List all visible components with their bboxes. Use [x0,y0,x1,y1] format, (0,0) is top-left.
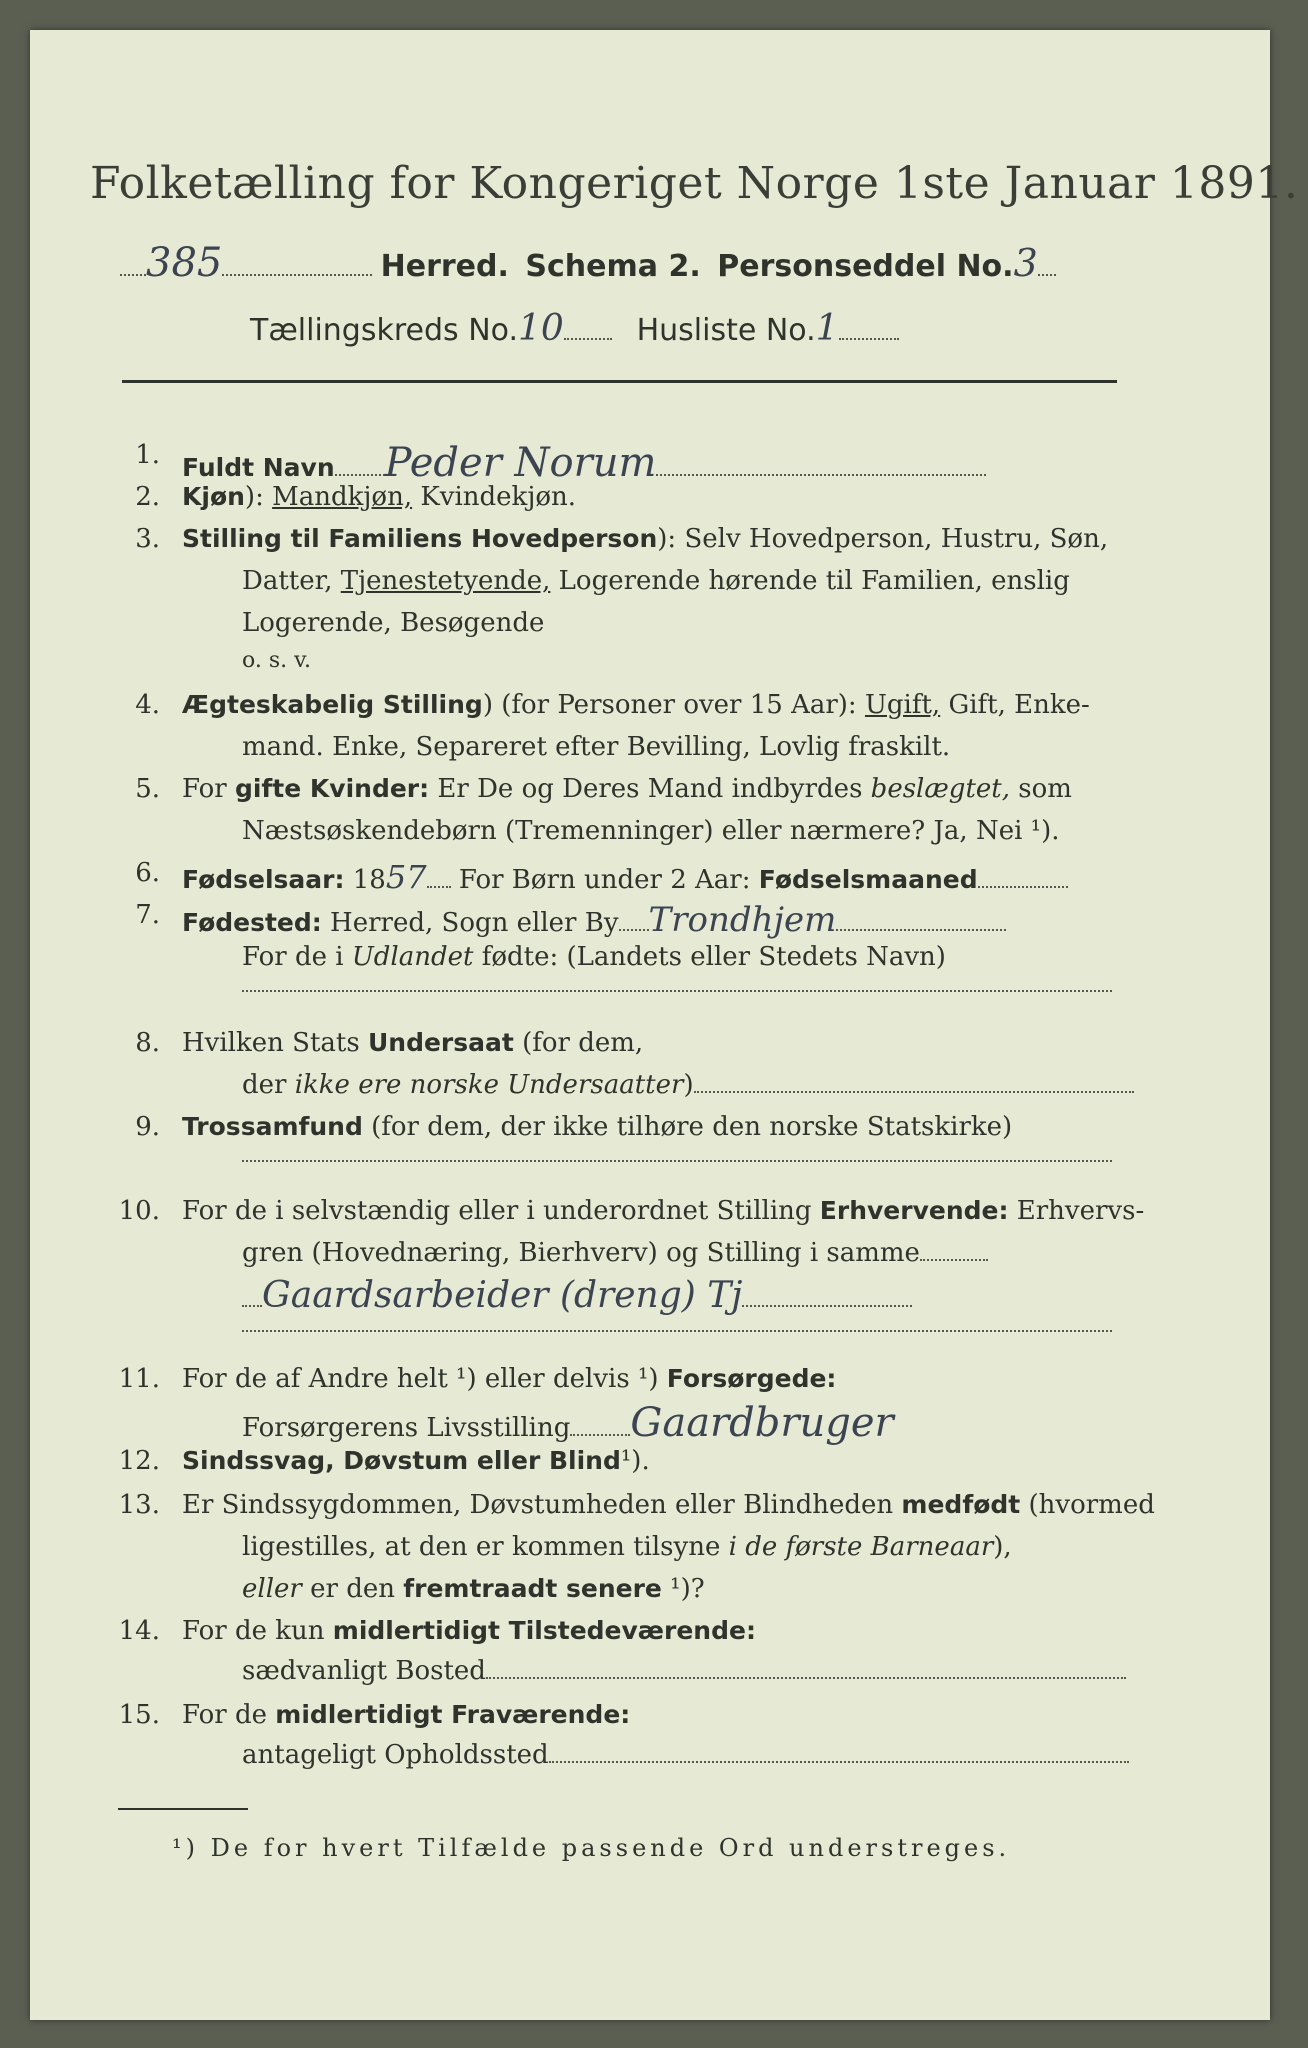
text: For de [182,1700,276,1730]
item-supported-line2 [242,1400,894,1446]
label-marital: Ægteskabelig Stilling [182,690,483,719]
marital-unmarried-underlined: Ugift, [864,690,941,720]
text: ): Selv Hovedperson, Hustru, Søn, [657,524,1109,554]
text: ¹)? [661,1574,705,1604]
text: sædvanligt Bosted [242,1656,486,1686]
text: Herred, Sogn eller By [321,908,619,938]
item-number: 3. [135,524,160,554]
item-full-name [182,440,986,486]
item-number: 14. [118,1616,160,1646]
item-probable-residence [242,1740,1129,1770]
text: ligestilles, at den er kommen tilsyne [242,1532,729,1562]
text: Er De og Deres Mand indbyrdes [429,774,871,804]
item-number: 8. [135,1028,160,1058]
sex-male-underlined: Mandkjøn, [272,482,413,512]
footnote: ¹) De for hvert Tilfælde passende Ord understreges. [172,1834,1011,1862]
herred-label: Herred. [380,249,509,284]
name-value: Peder Norum [384,440,657,486]
item-number: 6. [135,858,160,888]
text: i de første Barneaar [728,1532,994,1562]
text: Logerende hørende til Familien, enslig [550,566,1070,596]
text: (for dem, der ikke tilhøre den norske Statskirke) [362,1112,1013,1142]
item-birthplace [182,900,1006,940]
header-line-3 [250,308,899,349]
text: Forsørgerens Livsstilling [242,1413,571,1443]
text: Gift, Enke- [940,690,1090,720]
personseddel-label: Personseddel No. [717,249,1014,284]
item-birthplace-line2 [242,942,946,972]
item-position-line4: o. s. v. [242,648,311,673]
item-position-line3: Logerende, Besøgende [242,608,545,638]
item-number: 4. [135,690,160,720]
label-birth-year: Fødselsaar: [182,865,345,894]
item-number: 11. [118,1364,160,1394]
label-religion: Trossamfund [182,1112,363,1141]
husliste-number: 1 [815,308,839,349]
item-occupation [182,1196,1144,1226]
item-number: 7. [135,900,160,930]
label-supported: Forsørgede: [666,1364,837,1393]
occupation-value: Gaardsarbeider (dreng) Tj [262,1275,743,1316]
herred-number: 385 [146,240,223,286]
item-marital-line2: mand. Enke, Separeret efter Bevilling, Lovlig fraskilt. [242,732,951,762]
label-position: Stilling til Familiens Hovedperson [182,524,658,553]
text: antageligt Opholdssted [242,1740,549,1770]
text: Datter, [242,566,341,596]
text: ), [993,1532,1012,1562]
item-citizenship [182,1028,643,1058]
item-number: 5. [135,774,160,804]
item-number: 15. [118,1700,160,1730]
item-number: 1. [135,440,160,470]
kreds-label: Tællingskreds No. [250,313,518,348]
text: Hvilken Stats [182,1028,368,1058]
item-usual-residence [242,1656,1126,1686]
kreds-number: 10 [518,308,564,349]
item-supported [182,1364,836,1394]
text: er den [301,1574,404,1604]
label-sex: Kjøn [182,482,245,511]
item-disability [182,1446,650,1476]
label-married-women: gifte Kvinder: [234,774,430,803]
item-religion [182,1112,1012,1142]
text: (hvormed [1020,1490,1155,1520]
item-number: 13. [118,1490,160,1520]
text: gren (Hovednæring, Bierhverv) og Stilling i samme [242,1238,920,1268]
text: For de i selvstændig eller i underordnet Stilling [182,1196,820,1226]
text: Kvindekjøn. [412,482,577,512]
item-married-women [182,774,1072,804]
position-servant-underlined: Tjenestetyende, [340,566,551,596]
item-number: 9. [135,1112,160,1142]
text: For de af Andre helt ¹) eller delvis ¹) [182,1364,667,1394]
item-number: 12. [118,1446,160,1476]
text: Erhvervs- [1008,1196,1145,1226]
text: beslægtet, [870,774,1010,804]
item-married-women-line2: Næstsøskendebørn (Tremenninger) eller nærmere? Ja, Nei ¹). [242,816,1060,846]
item-position [182,524,1108,554]
form-title: Folketælling for Kongeriget Norge 1ste Januar 1891. [90,158,1299,209]
label-occupation: Erhvervende: [819,1196,1009,1225]
text: (for dem, [513,1028,644,1058]
item-number: 2. [135,482,160,512]
label-disability: Sindssvag, Døvstum eller Blind [182,1446,621,1475]
item-marital [182,690,1090,720]
item-citizenship-line2 [242,1070,1134,1100]
item-number: 10. [118,1196,160,1226]
item-temporarily-absent [182,1700,630,1730]
header-rule [122,380,1117,383]
text: fødte: (Landets eller Stedets Navn) [473,942,946,972]
label-congenital: medfødt [901,1490,1021,1519]
text: eller [242,1574,302,1604]
text: Er Sindssygdommen, Døvstumheden eller Blindheden [182,1490,902,1520]
birth-year-value: 57 [385,858,427,896]
text: ¹). [620,1446,650,1476]
label-birthplace: Fødested: [182,908,322,937]
schema-label: Schema 2. [525,249,701,284]
blank-line [242,990,1112,992]
label-temporarily-present: midlertidigt Tilstedeværende: [332,1616,756,1645]
item-congenital-line2 [242,1532,1012,1562]
item-temporarily-present [182,1616,756,1646]
husliste-label: Husliste No. [636,313,816,348]
blank-line [242,1330,1112,1332]
text: For Børn under 2 Aar: [450,865,759,895]
text: For [182,774,235,804]
label-full-name: Fuldt Navn [182,453,335,482]
text: ikke ere norske Undersaatter [294,1070,684,1100]
header-line-2 [120,240,1056,286]
item-congenital [182,1490,1155,1520]
text: For de kun [182,1616,333,1646]
label-birth-month: Fødselsmaaned [758,865,978,894]
label-acquired-later: fremtraadt senere [403,1574,662,1603]
birthplace-value: Trondhjem [648,900,837,940]
text: ): [244,482,273,512]
item-position-line2 [242,566,1070,596]
blank-line [242,1160,1112,1162]
text: ) [683,1070,694,1100]
provider-occupation-value: Gaardbruger [630,1400,894,1446]
item-occupation-line2 [242,1238,988,1268]
item-birth-year [182,858,1068,896]
text: Udlandet [351,942,474,972]
footnote-rule [118,1808,248,1810]
item-occupation-line3 [242,1275,912,1316]
label-temporarily-absent: midlertidigt Fraværende: [275,1700,631,1729]
text: For de i [242,942,352,972]
item-sex [182,482,576,512]
item-congenital-line3 [242,1574,705,1604]
label-citizenship: Undersaat [367,1028,514,1057]
personseddel-number: 3 [1013,241,1038,285]
text: ) (for Personer over 15 Aar): [482,690,865,720]
text: der [242,1070,295,1100]
text: 18 [344,865,386,895]
text: som [1010,774,1072,804]
